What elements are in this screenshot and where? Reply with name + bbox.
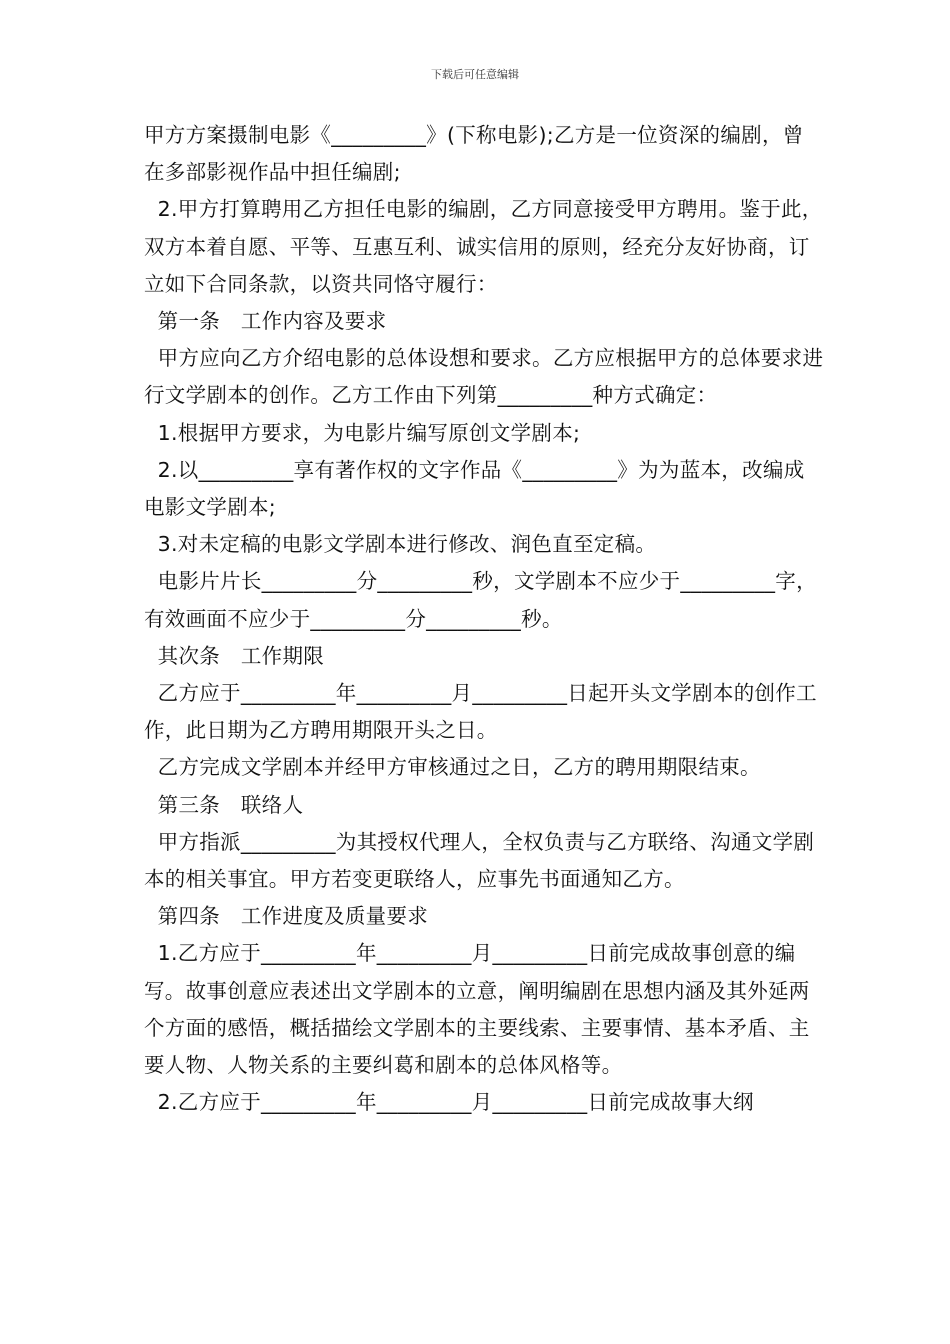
paragraph: 甲方指派_________为其授权代理人，全权负责与乙方联络、沟通文学剧本的相关事宜。甲方若变更联络人，应事先书面通知乙方。 — [144, 829, 815, 892]
list-item: 3.对未定稿的电影文学剧本进行修改、润色直至定稿。 — [144, 532, 657, 557]
paragraph: 甲方应向乙方介绍电影的总体设想和要求。乙方应根据甲方的总体要求进行文学剧本的创作。乙方工作由下列第_________种方式确定： — [144, 346, 824, 408]
list-item: 1.根据甲方要求，为电影片编写原创文学剧本; — [144, 420, 581, 445]
document-body — [144, 117, 824, 1121]
list-item: 2.乙方应于_________年_________月_________日前完成故事大纲 — [144, 1090, 754, 1115]
list-item: 1.乙方应于_________年_________月_________日前完成故事创意的编写。故事创意应表述出文学剧本的立意，阐明编剧在思想内涵及其外延两个方面的感悟，概括描绘文学剧本的主要线索、主要事情、基本矛盾、主要人物、人物关系的主要纠葛和剧本的总体风格等。 — [144, 941, 810, 1078]
list-item: 2.以_________享有著作权的文字作品《_________》为为蓝本，改编成电影文学剧本; — [144, 457, 805, 520]
page-header: 下载后可任意编辑 — [431, 68, 519, 81]
article-4-heading: 第四条 工作进度及质量要求 — [144, 904, 429, 929]
paragraph: 电影片片长_________分_________秒，文学剧本不应少于_________字，有效画面不应少于_________分_________秒。 — [144, 569, 817, 631]
paragraph-intro: 甲方方案摄制电影《_________》(下称电影);乙方是一位资深的编剧，曾在多部影视作品中担任编剧; — [144, 123, 804, 185]
paragraph: 乙方应于_________年_________月_________日起开头文学剧本的创作工作，此日期为乙方聘用期限开头之日。 — [144, 681, 817, 743]
paragraph: 乙方完成文学剧本并经甲方审核通过之日，乙方的聘用期限结束。 — [144, 755, 761, 780]
article-3-heading: 第三条 联络人 — [144, 792, 304, 817]
paragraph-recital-2: 2.甲方打算聘用乙方担任电影的编剧，乙方同意接受甲方聘用。鉴于此，双方本着自愿、平等、互惠互利、诚实信用的原则，经充分友好协商，订立如下合同条款，以资共同恪守履行： — [144, 197, 823, 296]
article-2-heading: 其次条 工作期限 — [144, 643, 325, 668]
article-1-heading: 第一条 工作内容及要求 — [144, 309, 387, 334]
